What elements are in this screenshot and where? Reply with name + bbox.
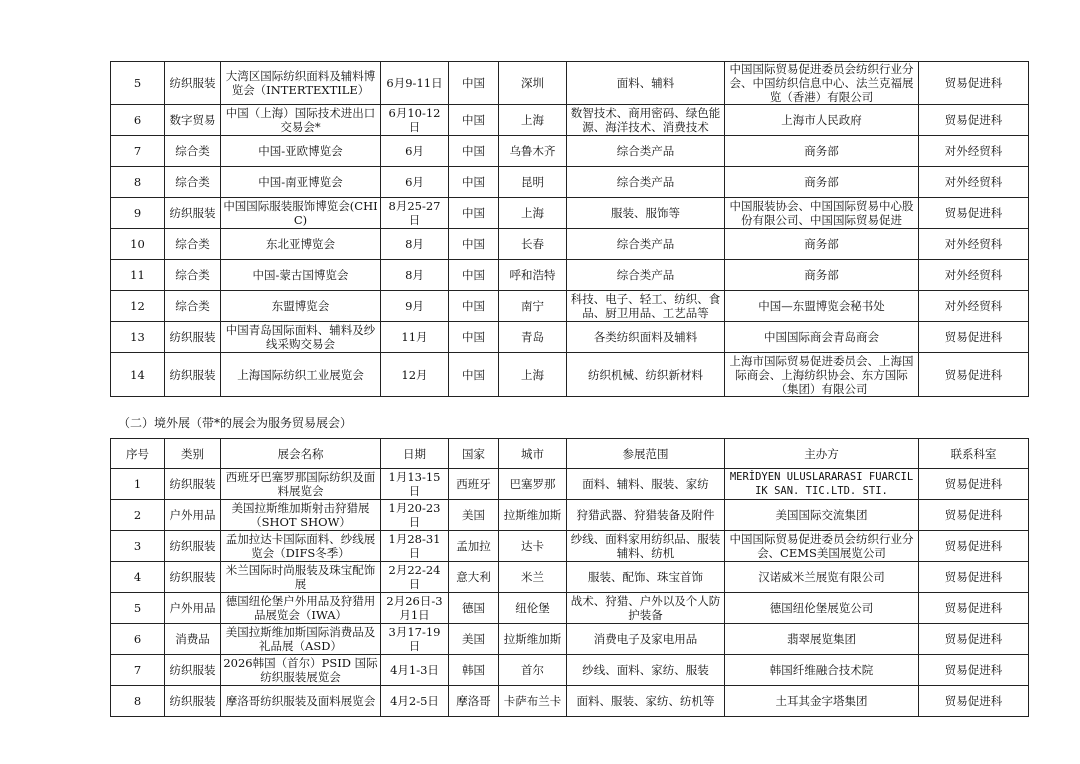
exhibition-name-cell: 中国-南亚博览会: [221, 167, 381, 198]
organizer-cell: 中国国际贸易促进委员会纺织行业分会、中国纺织信息中心、法兰克福展览（香港）有限公司: [725, 62, 919, 105]
seq-cell: 10: [111, 229, 165, 260]
date-cell: 1月13-15日: [381, 469, 449, 500]
header-organizer-cell: 主办方: [725, 439, 919, 469]
category-cell: 综合类: [165, 260, 221, 291]
date-cell: 9月: [381, 291, 449, 322]
contact-dept-cell: 对外经贸科: [919, 260, 1029, 291]
contact-dept-cell: 贸易促进科: [919, 593, 1029, 624]
city-cell: 拉斯维加斯: [499, 500, 567, 531]
exhibition-name-cell: 美国拉斯维加斯国际消费品及礼品展（ASD）: [221, 624, 381, 655]
scope-cell: 科技、电子、轻工、纺织、食品、厨卫用品、工艺品等: [567, 291, 725, 322]
scope-cell: 数智技术、商用密码、绿色能源、海洋技术、消费技术: [567, 105, 725, 136]
contact-dept-cell: 贸易促进科: [919, 655, 1029, 686]
seq-cell: 5: [111, 62, 165, 105]
city-cell: 昆明: [499, 167, 567, 198]
category-cell: 纺织服装: [165, 469, 221, 500]
scope-cell: 综合类产品: [567, 229, 725, 260]
country-cell: 西班牙: [449, 469, 499, 500]
contact-dept-cell: 对外经贸科: [919, 229, 1029, 260]
contact-dept-cell: 贸易促进科: [919, 562, 1029, 593]
organizer-cell: 商务部: [725, 229, 919, 260]
date-cell: 8月25-27日: [381, 198, 449, 229]
date-cell: 2月22-24日: [381, 562, 449, 593]
seq-cell: 14: [111, 353, 165, 397]
date-cell: 4月1-3日: [381, 655, 449, 686]
city-cell: 乌鲁木齐: [499, 136, 567, 167]
header-scope-cell: 参展范围: [567, 439, 725, 469]
date-cell: 6月10-12日: [381, 105, 449, 136]
organizer-cell: 中国国际贸易促进委员会纺织行业分会、CEMS美国展览公司: [725, 531, 919, 562]
date-cell: 1月28-31日: [381, 531, 449, 562]
seq-cell: 8: [111, 167, 165, 198]
seq-cell: 8: [111, 686, 165, 717]
seq-cell: 6: [111, 624, 165, 655]
header-contact-dept-cell: 联系科室: [919, 439, 1029, 469]
exhibition-name-cell: 中国（上海）国际技术进出口交易会*: [221, 105, 381, 136]
contact-dept-cell: 对外经贸科: [919, 291, 1029, 322]
category-cell: 综合类: [165, 291, 221, 322]
contact-dept-cell: 贸易促进科: [919, 62, 1029, 105]
overseas-section-title: （二）境外展（带*的展会为服务贸易展会）: [118, 416, 353, 430]
seq-cell: 1: [111, 469, 165, 500]
date-cell: 8月: [381, 260, 449, 291]
city-cell: 首尔: [499, 655, 567, 686]
exhibition-name-cell: 2026韩国（首尔）PSID 国际纺织服装展览会: [221, 655, 381, 686]
exhibition-name-cell: 孟加拉达卡国际面料、纱线展览会（DIFS冬季）: [221, 531, 381, 562]
country-cell: 中国: [449, 353, 499, 397]
scope-cell: 消费电子及家电用品: [567, 624, 725, 655]
date-cell: 4月2-5日: [381, 686, 449, 717]
contact-dept-cell: 贸易促进科: [919, 624, 1029, 655]
contact-dept-cell: 贸易促进科: [919, 531, 1029, 562]
seq-cell: 4: [111, 562, 165, 593]
category-cell: 纺织服装: [165, 353, 221, 397]
seq-cell: 7: [111, 136, 165, 167]
country-cell: 意大利: [449, 562, 499, 593]
exhibition-name-cell: 德国纽伦堡户外用品及狩猎用品展览会（IWA）: [221, 593, 381, 624]
table-row: [111, 167, 1029, 198]
date-cell: 11月: [381, 322, 449, 353]
table-row: [111, 105, 1029, 136]
city-cell: 卡萨布兰卡: [499, 686, 567, 717]
scope-cell: 面料、辅料: [567, 62, 725, 105]
header-seq-cell: 序号: [111, 439, 165, 469]
organizer-cell: 德国纽伦堡展览公司: [725, 593, 919, 624]
table-header-row: [111, 439, 1029, 469]
scope-cell: 服装、配饰、珠宝首饰: [567, 562, 725, 593]
table-row: [111, 322, 1029, 353]
table-row: [111, 353, 1029, 397]
category-cell: 纺织服装: [165, 322, 221, 353]
organizer-cell: 中国国际商会青岛商会: [725, 322, 919, 353]
domestic-exhibitions-table: [110, 61, 1029, 397]
contact-dept-cell: 贸易促进科: [919, 686, 1029, 717]
table-row: [111, 260, 1029, 291]
date-cell: 6月9-11日: [381, 62, 449, 105]
scope-cell: 综合类产品: [567, 136, 725, 167]
organizer-cell: 商务部: [725, 260, 919, 291]
organizer-cell: 商务部: [725, 167, 919, 198]
scope-cell: 纱线、面料家用纺织品、服装辅料、纺机: [567, 531, 725, 562]
seq-cell: 3: [111, 531, 165, 562]
contact-dept-cell: 对外经贸科: [919, 136, 1029, 167]
contact-dept-cell: 贸易促进科: [919, 198, 1029, 229]
category-cell: 消费品: [165, 624, 221, 655]
country-cell: 孟加拉: [449, 531, 499, 562]
exhibition-name-cell: 摩洛哥纺织服装及面料展览会: [221, 686, 381, 717]
country-cell: 德国: [449, 593, 499, 624]
country-cell: 中国: [449, 105, 499, 136]
seq-cell: 9: [111, 198, 165, 229]
category-cell: 数字贸易: [165, 105, 221, 136]
header-city-cell: 城市: [499, 439, 567, 469]
country-cell: 美国: [449, 624, 499, 655]
seq-cell: 13: [111, 322, 165, 353]
organizer-cell: 中国服装协会、中国国际贸易中心股份有限公司、中国国际贸易促进: [725, 198, 919, 229]
table-row: [111, 655, 1029, 686]
table-row: [111, 500, 1029, 531]
country-cell: 中国: [449, 229, 499, 260]
category-cell: 综合类: [165, 167, 221, 198]
organizer-cell: 韩国纤维融合技术院: [725, 655, 919, 686]
organizer-cell: 上海市人民政府: [725, 105, 919, 136]
table-row: [111, 198, 1029, 229]
contact-dept-cell: 贸易促进科: [919, 353, 1029, 397]
category-cell: 纺织服装: [165, 198, 221, 229]
city-cell: 呼和浩特: [499, 260, 567, 291]
seq-cell: 5: [111, 593, 165, 624]
date-cell: 2月26日-3月1日: [381, 593, 449, 624]
category-cell: 户外用品: [165, 593, 221, 624]
category-cell: 户外用品: [165, 500, 221, 531]
scope-cell: 面料、服装、家纺、纺机等: [567, 686, 725, 717]
contact-dept-cell: 对外经贸科: [919, 167, 1029, 198]
header-exhibition-name-cell: 展会名称: [221, 439, 381, 469]
city-cell: 青岛: [499, 322, 567, 353]
table-row: [111, 593, 1029, 624]
exhibition-name-cell: 大湾区国际纺织面料及辅料博览会（INTERTEXTILE）: [221, 62, 381, 105]
city-cell: 拉斯维加斯: [499, 624, 567, 655]
contact-dept-cell: 贸易促进科: [919, 105, 1029, 136]
country-cell: 中国: [449, 291, 499, 322]
date-cell: 8月: [381, 229, 449, 260]
country-cell: 韩国: [449, 655, 499, 686]
scope-cell: 纱线、面料、家纺、服装: [567, 655, 725, 686]
city-cell: 长春: [499, 229, 567, 260]
scope-cell: 面料、辅料、服装、家纺: [567, 469, 725, 500]
exhibition-name-cell: 东盟博览会: [221, 291, 381, 322]
table-row: [111, 62, 1029, 105]
table-row: [111, 291, 1029, 322]
organizer-cell: 美国国际交流集团: [725, 500, 919, 531]
overseas-exhibitions-table: [110, 438, 1029, 717]
category-cell: 纺织服装: [165, 686, 221, 717]
organizer-cell: MERİDYEN ULUSLARARASI FUARCILIK SAN. TIC.LTD. STI.: [725, 469, 919, 500]
contact-dept-cell: 贸易促进科: [919, 500, 1029, 531]
country-cell: 中国: [449, 136, 499, 167]
table-row: [111, 229, 1029, 260]
category-cell: 纺织服装: [165, 62, 221, 105]
scope-cell: 服装、服饰等: [567, 198, 725, 229]
country-cell: 中国: [449, 198, 499, 229]
table-row: [111, 469, 1029, 500]
organizer-cell: 土耳其金字塔集团: [725, 686, 919, 717]
seq-cell: 2: [111, 500, 165, 531]
seq-cell: 11: [111, 260, 165, 291]
city-cell: 上海: [499, 105, 567, 136]
country-cell: 美国: [449, 500, 499, 531]
header-country-cell: 国家: [449, 439, 499, 469]
seq-cell: 6: [111, 105, 165, 136]
date-cell: 1月20-23日: [381, 500, 449, 531]
scope-cell: 综合类产品: [567, 260, 725, 291]
contact-dept-cell: 贸易促进科: [919, 469, 1029, 500]
country-cell: 中国: [449, 167, 499, 198]
exhibition-name-cell: 美国拉斯维加斯射击狩猎展（SHOT SHOW）: [221, 500, 381, 531]
category-cell: 综合类: [165, 136, 221, 167]
table-row: [111, 136, 1029, 167]
category-cell: 纺织服装: [165, 531, 221, 562]
date-cell: 12月: [381, 353, 449, 397]
city-cell: 纽伦堡: [499, 593, 567, 624]
exhibition-name-cell: 上海国际纺织工业展览会: [221, 353, 381, 397]
date-cell: 6月: [381, 167, 449, 198]
city-cell: 上海: [499, 353, 567, 397]
organizer-cell: 汉诺威米兰展览有限公司: [725, 562, 919, 593]
exhibition-name-cell: 西班牙巴塞罗那国际纺织及面料展览会: [221, 469, 381, 500]
city-cell: 上海: [499, 198, 567, 229]
header-category-cell: 类别: [165, 439, 221, 469]
exhibition-name-cell: 米兰国际时尚服装及珠宝配饰展: [221, 562, 381, 593]
country-cell: 中国: [449, 322, 499, 353]
scope-cell: 各类纺织面料及辅料: [567, 322, 725, 353]
table-row: [111, 686, 1029, 717]
scope-cell: 战术、狩猎、户外以及个人防护装备: [567, 593, 725, 624]
scope-cell: 纺织机械、纺织新材料: [567, 353, 725, 397]
organizer-cell: 上海市国际贸易促进委员会、上海国际商会、上海纺织协会、东方国际（集团）有限公司: [725, 353, 919, 397]
city-cell: 巴塞罗那: [499, 469, 567, 500]
scope-cell: 综合类产品: [567, 167, 725, 198]
header-date-cell: 日期: [381, 439, 449, 469]
organizer-cell: 中国—东盟博览会秘书处: [725, 291, 919, 322]
table-row: [111, 531, 1029, 562]
exhibition-name-cell: 中国青岛国际面料、辅料及纱线采购交易会: [221, 322, 381, 353]
category-cell: 纺织服装: [165, 655, 221, 686]
country-cell: 摩洛哥: [449, 686, 499, 717]
city-cell: 深圳: [499, 62, 567, 105]
city-cell: 米兰: [499, 562, 567, 593]
exhibition-name-cell: 中国-亚欧博览会: [221, 136, 381, 167]
city-cell: 南宁: [499, 291, 567, 322]
table-row: [111, 562, 1029, 593]
country-cell: 中国: [449, 62, 499, 105]
category-cell: 纺织服装: [165, 562, 221, 593]
exhibition-name-cell: 中国国际服装服饰博览会(CHIC): [221, 198, 381, 229]
date-cell: 6月: [381, 136, 449, 167]
organizer-cell: 商务部: [725, 136, 919, 167]
city-cell: 达卡: [499, 531, 567, 562]
table-row: [111, 624, 1029, 655]
exhibition-name-cell: 东北亚博览会: [221, 229, 381, 260]
exhibition-name-cell: 中国-蒙古国博览会: [221, 260, 381, 291]
seq-cell: 7: [111, 655, 165, 686]
scope-cell: 狩猎武器、狩猎装备及附件: [567, 500, 725, 531]
contact-dept-cell: 贸易促进科: [919, 322, 1029, 353]
country-cell: 中国: [449, 260, 499, 291]
category-cell: 综合类: [165, 229, 221, 260]
date-cell: 3月17-19日: [381, 624, 449, 655]
seq-cell: 12: [111, 291, 165, 322]
organizer-cell: 翡翠展览集团: [725, 624, 919, 655]
